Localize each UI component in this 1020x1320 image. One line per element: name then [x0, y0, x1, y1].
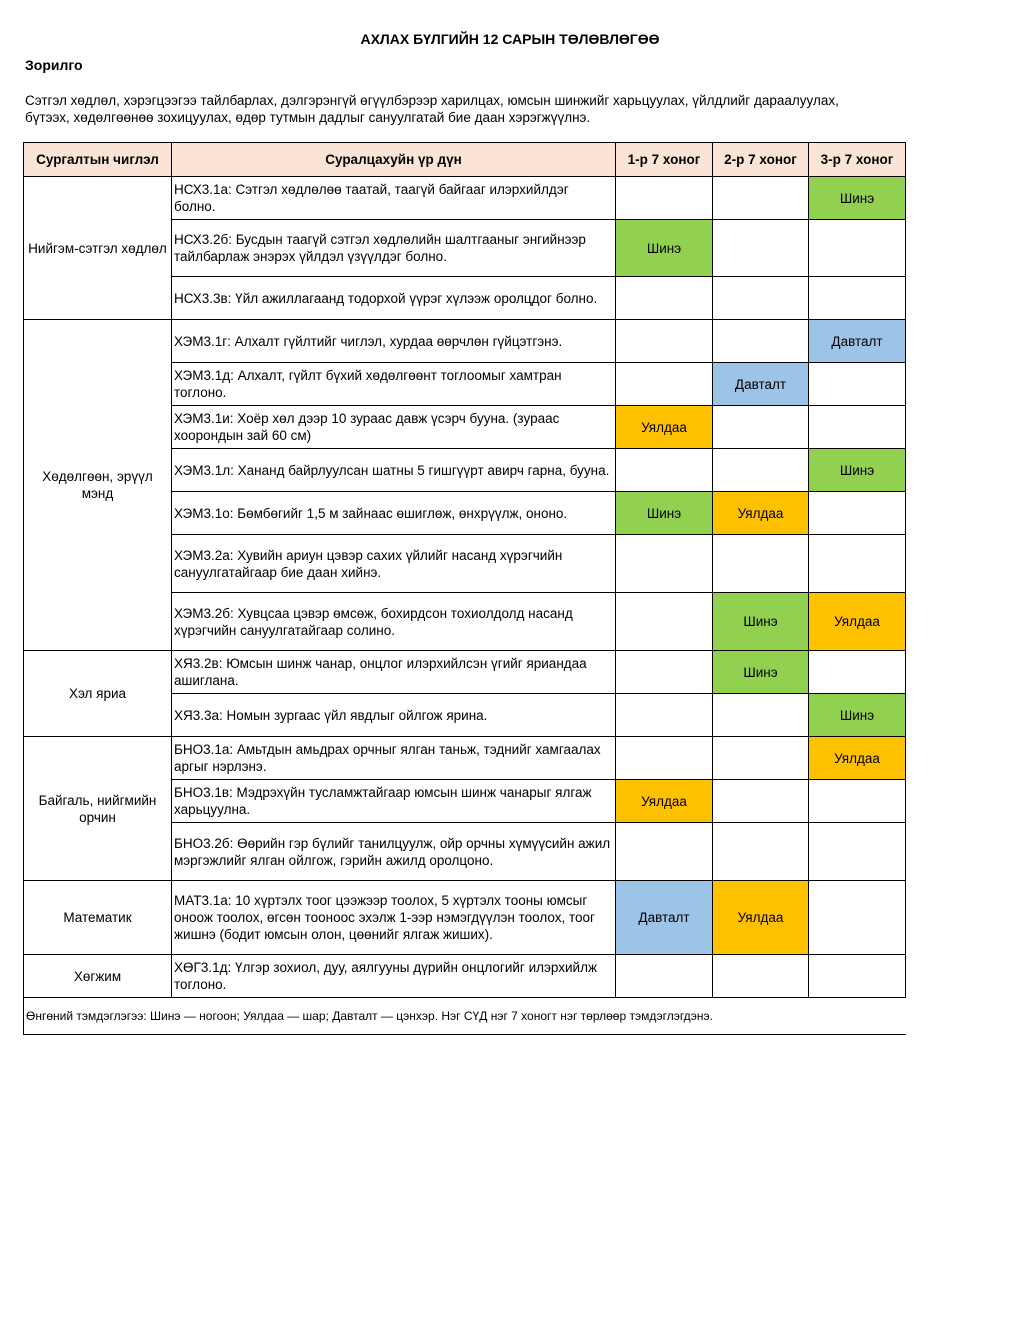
goal-line-1: Сэтгэл хөдлөл, хэрэгцээгээ тайлбарлах, дэлгэрэнгүй өгүүлбэрээр харилцах, юмсын шинжийг харьцуулах, үйлдлийг дараалуулах,	[25, 93, 839, 108]
table-row	[24, 955, 906, 998]
outcome-cell: МАТ3.1а: 10 хүртэлх тоог цээжээр тоолох, 5 хүртэлх тооны юмсыг оноож тоолох, өгсөн тооноос эхэлж 1-ээр нэмэгдүүлэн тоолох, тоог жишнэ (бодит юмсын олон, цөөнийг ялгаж жиших).	[172, 881, 616, 955]
week-3-cell	[809, 955, 906, 998]
header-week-1: 1-р 7 хоног	[616, 143, 713, 177]
week-2-cell: Давталт	[713, 363, 809, 406]
header-outcome: Суралцахуйн үр дүн	[172, 143, 616, 177]
week-3-cell	[809, 881, 906, 955]
color-legend-note: Өнгөний тэмдэглэгээ: Шинэ — ногоон; Уялдаа — шар; Давталт — цэнхэр. Нэг СҮД нэг 7 хоногт нэг төрлөөр тэмдэглэгдэнэ.	[24, 998, 906, 1035]
week-2-cell: Уялдаа	[713, 492, 809, 535]
week-3-cell: Давталт	[809, 320, 906, 363]
week-1-cell: Шинэ	[616, 220, 713, 277]
week-3-cell: Шинэ	[809, 449, 906, 492]
week-1-cell	[616, 177, 713, 220]
week-3-cell: Шинэ	[809, 177, 906, 220]
week-2-cell	[713, 780, 809, 823]
outcome-cell: ХЭМ3.1и: Хоёр хөл дээр 10 зураас давж үсэрч бууна. (зураас хоорондын зай 60 см)	[172, 406, 616, 449]
week-3-cell	[809, 277, 906, 320]
table-row	[24, 320, 906, 363]
week-3-cell	[809, 535, 906, 593]
outcome-cell: ХЯ3.3а: Номын зургаас үйл явдлыг ойлгож ярина.	[172, 694, 616, 737]
week-1-cell	[616, 694, 713, 737]
week-1-cell: Уялдаа	[616, 406, 713, 449]
week-3-cell	[809, 651, 906, 694]
week-1-cell	[616, 449, 713, 492]
header-week-3: 3-р 7 хоног	[809, 143, 906, 177]
week-3-cell	[809, 406, 906, 449]
outcome-cell: БНО3.2б: Өөрийн гэр бүлийг танилцуулж, ойр орчны хүмүүсийн ажил мэргэжлийг ялган ойлгож, гэрийн ажилд оролцоно.	[172, 823, 616, 881]
week-1-cell	[616, 320, 713, 363]
week-2-cell	[713, 535, 809, 593]
week-1-cell: Шинэ	[616, 492, 713, 535]
table-row	[24, 651, 906, 694]
week-2-cell: Шинэ	[713, 651, 809, 694]
week-3-cell: Уялдаа	[809, 593, 906, 651]
week-1-cell: Уялдаа	[616, 780, 713, 823]
week-1-cell: Давталт	[616, 881, 713, 955]
week-2-cell	[713, 449, 809, 492]
week-1-cell	[616, 363, 713, 406]
week-2-cell	[713, 737, 809, 780]
area-cell: Хөдөлгөөн, эрүүл мэнд	[24, 320, 172, 651]
week-3-cell	[809, 220, 906, 277]
outcome-cell: ХЭМ3.2а: Хувийн ариун цэвэр сахих үйлийг насанд хүрэгчийн сануулгатайгаар бие даан хийнэ.	[172, 535, 616, 593]
week-2-cell	[713, 406, 809, 449]
week-2-cell	[713, 955, 809, 998]
outcome-cell: НСХ3.1а: Сэтгэл хөдлөлөө таатай, таагүй байгааг илэрхийлдэг болно.	[172, 177, 616, 220]
page-title: АХЛАХ БҮЛГИЙН 12 САРЫН ТӨЛӨВЛӨГӨӨ	[360, 31, 660, 47]
outcome-cell: ХЭМ3.2б: Хувцсаа цэвэр өмсөж, бохирдсон тохиолдолд насанд хүрэгчийн сануулгатайгаар солино.	[172, 593, 616, 651]
area-cell: Хэл яриа	[24, 651, 172, 737]
outcome-cell: БНО3.1в: Мэдрэхүйн тусламжтайгаар юмсын шинж чанарыг ялгаж харьцуулна.	[172, 780, 616, 823]
week-3-cell	[809, 823, 906, 881]
table-row	[24, 737, 906, 780]
outcome-cell: ХЯ3.2в: Юмсын шинж чанар, онцлог илэрхийлсэн үгийг яриандаа ашиглана.	[172, 651, 616, 694]
week-1-cell	[616, 737, 713, 780]
outcome-cell: ХӨГ3.1д: Үлгэр зохиол, дуу, аялгууны дүрийн онцлогийг илэрхийлж тоглоно.	[172, 955, 616, 998]
week-3-cell: Шинэ	[809, 694, 906, 737]
area-cell: Байгаль, нийгмийн орчин	[24, 737, 172, 881]
goal-text	[25, 92, 905, 126]
week-1-cell	[616, 651, 713, 694]
week-3-cell	[809, 492, 906, 535]
outcome-cell: ХЭМ3.1л: Хананд байрлуулсан шатны 5 гишгүүрт авирч гарна, бууна.	[172, 449, 616, 492]
outcome-cell: ХЭМ3.1д: Алхалт, гүйлт бүхий хөдөлгөөнт тоглоомыг хамтран тоглоно.	[172, 363, 616, 406]
week-2-cell	[713, 220, 809, 277]
week-1-cell	[616, 277, 713, 320]
week-2-cell: Шинэ	[713, 593, 809, 651]
week-2-cell	[713, 177, 809, 220]
goal-line-2: бүтээх, хөдөлгөөнөө зохицуулах, өдөр тутмын дадлыг сануулгатай бие даан хэрэгжүүлнэ.	[25, 110, 591, 125]
week-1-cell	[616, 535, 713, 593]
week-2-cell	[713, 823, 809, 881]
table-header-row	[24, 143, 906, 177]
week-2-cell	[713, 694, 809, 737]
goal-label: Зорилго	[25, 57, 83, 73]
legend-row	[24, 998, 906, 1035]
outcome-cell: НСХ3.2б: Бусдын таагүй сэтгэл хөдлөлийн шалтгааныг энгийнээр тайлбарлаж энэрэх үйлдэл үзүүлдэг болно.	[172, 220, 616, 277]
week-2-cell	[713, 320, 809, 363]
week-1-cell	[616, 955, 713, 998]
week-3-cell	[809, 780, 906, 823]
week-1-cell	[616, 593, 713, 651]
plan-table	[23, 142, 906, 1035]
week-2-cell: Уялдаа	[713, 881, 809, 955]
outcome-cell: БНО3.1а: Амьтдын амьдрах орчныг ялган таньж, тэднийг хамгаалах аргыг нэрлэнэ.	[172, 737, 616, 780]
week-1-cell	[616, 823, 713, 881]
table-row	[24, 881, 906, 955]
table-row	[24, 177, 906, 220]
area-cell: Нийгэм-сэтгэл хөдлөл	[24, 177, 172, 320]
header-week-2: 2-р 7 хоног	[713, 143, 809, 177]
area-cell: Хөгжим	[24, 955, 172, 998]
outcome-cell: НСХ3.3в: Үйл ажиллагаанд тодорхой үүрэг хүлээж оролцдог болно.	[172, 277, 616, 320]
week-3-cell: Уялдаа	[809, 737, 906, 780]
week-3-cell	[809, 363, 906, 406]
outcome-cell: ХЭМ3.1г: Алхалт гүйлтийг чиглэл, хурдаа өөрчлөн гүйцэтгэнэ.	[172, 320, 616, 363]
area-cell: Математик	[24, 881, 172, 955]
header-area: Сургалтын чиглэл	[24, 143, 172, 177]
week-2-cell	[713, 277, 809, 320]
outcome-cell: ХЭМ3.1о: Бөмбөгийг 1,5 м зайнаас өшиглөж, өнхрүүлж, ононо.	[172, 492, 616, 535]
